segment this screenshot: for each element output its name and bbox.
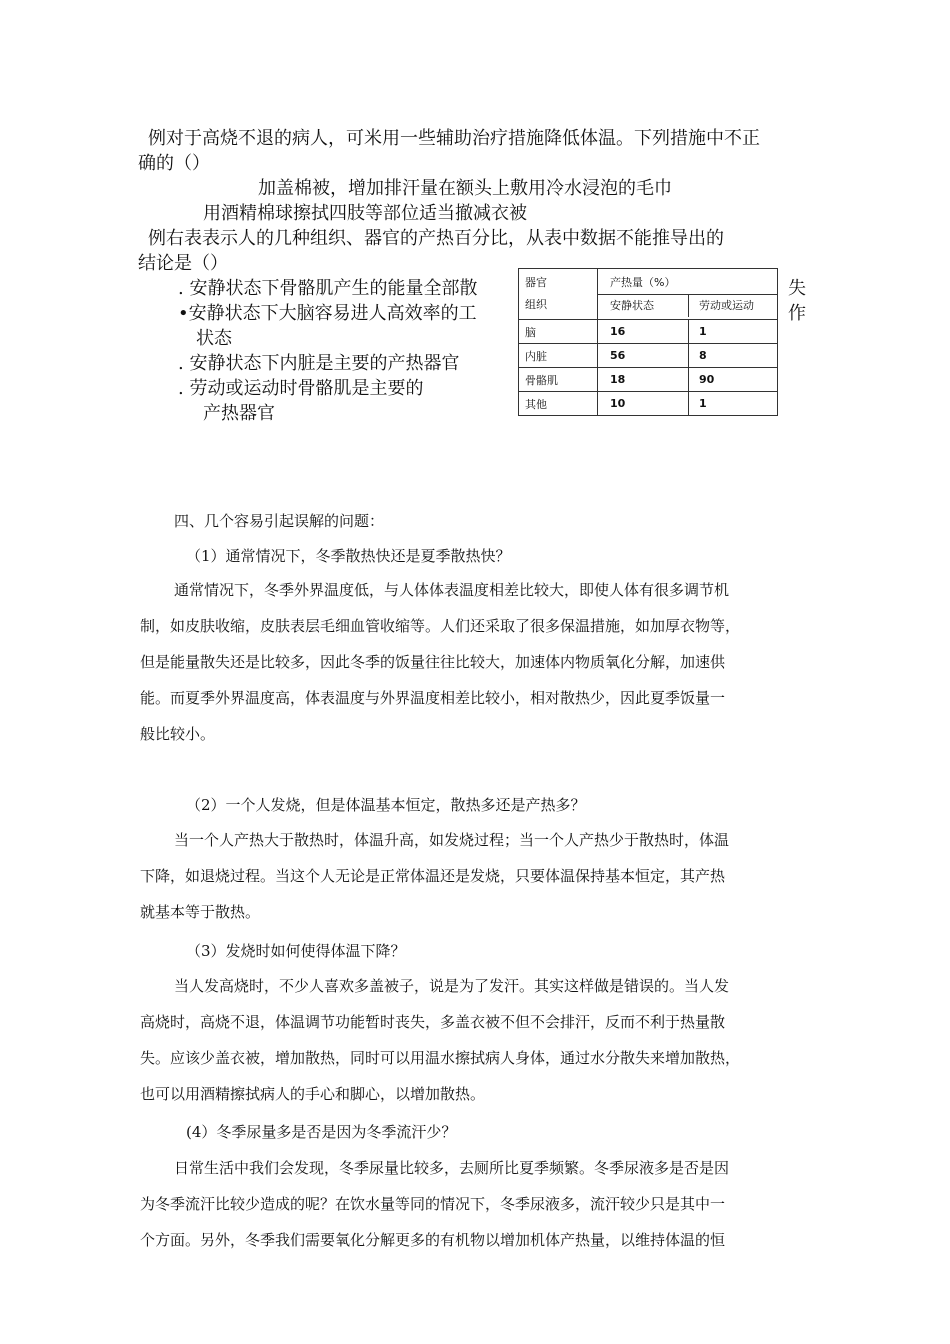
answer-1-line: 能。而夏季外界温度高，体表温度与外界温度相差比较小，相对散热少，因此夏季饭量一 (140, 689, 726, 707)
answer-3-line: 失。应该少盖衣被，增加散热，同时可以用温水擦拭病人身体，通过水分散失来增加散热， (140, 1049, 741, 1067)
example2-option-b: •安静状态下大脑容易进人高效率的工 (178, 303, 477, 324)
row-name: 骨骼肌 (519, 368, 598, 392)
example2-option-c: . 安静状态下内脏是主要的产热器官 (178, 353, 460, 374)
row-rest: 10 (598, 392, 689, 416)
answer-3-line: 高烧时，高烧不退，体温调节功能暂时丧失，多盖衣被不但不会排汗，反而不利于热量散 (140, 1013, 726, 1031)
row-name: 内脏 (519, 344, 598, 368)
side-char-1: 失 (788, 278, 806, 299)
heat-production-table (518, 268, 778, 416)
question-3: （3）发烧时如何使得体温下降？ (186, 942, 406, 960)
answer-4-line: 为冬季流汗比较少造成的呢？在饮水量等同的情况下，冬季尿液多，流汗较少只是其中一 (140, 1195, 726, 1213)
row-work: 1 (689, 392, 778, 416)
example2-option-d: . 劳动或运动时骨骼肌是主要的 (178, 378, 424, 399)
header-heat: 产热量（%） (598, 272, 777, 295)
header-states (598, 295, 777, 317)
row-rest: 56 (598, 344, 689, 368)
answer-2-line: 下降，如退烧过程。当这个人无论是正常体温还是发烧，只要体温保持基本恒定，其产热 (140, 867, 726, 885)
header-work: 劳动或运动 (699, 298, 754, 312)
question-4: (4）冬季尿量多是否是因为冬季流汗少？ (186, 1123, 457, 1141)
example1-question-line1: 例对于高烧不退的病人，可米用一些辅助治疗措施降低体温。下列措施中不正 (148, 128, 760, 149)
example2-option-b-cont: 状态 (196, 328, 232, 349)
table-row (519, 392, 778, 416)
table-row (519, 320, 778, 344)
row-rest: 16 (598, 320, 689, 344)
header-organ: 器官 (525, 276, 547, 289)
answer-1-line: 通常情况下，冬季外界温度低，与人体体表温度相差比较大，即使人体有很多调节机 (174, 581, 730, 599)
answer-3-line: 当人发高烧时，不少人喜欢多盖被子，说是为了发汗。其实这样做是错误的。当人发 (174, 977, 730, 995)
answer-1-line: 但是能量散失还是比较多，因此冬季的饭量往往比较大，加速体内物质氧化分解，加速供 (140, 653, 726, 671)
row-work: 90 (689, 368, 778, 392)
row-work: 1 (689, 320, 778, 344)
answer-2 (140, 822, 729, 930)
answer-2-line: 当一个人产热大于散热时，体温升高，如发烧过程；当一个人产热少于散热时，体温 (174, 831, 730, 849)
answer-4-line: 日常生活中我们会发现，冬季尿量比较多，去厕所比夏季频繁。冬季尿液多是否是因 (174, 1159, 730, 1177)
answer-3 (140, 968, 740, 1112)
example2-option-a: . 安静状态下骨骼肌产生的能量全部散 (178, 278, 478, 299)
row-rest: 18 (598, 368, 689, 392)
answer-1-line: 制，如皮肤收缩，皮肤表层毛细血管收缩等。人们还采取了很多保温措施，如加厚衣物等， (140, 617, 741, 635)
example1-options-line1: 加盖棉被，增加排汗量在额头上敷用冷水浸泡的毛巾 (258, 178, 672, 199)
answer-4-line: 个方面。另外，冬季我们需要氧化分解更多的有机物以增加机体产热量，以维持体温的恒 (140, 1231, 726, 1249)
answer-1-line: 般比较小。 (140, 725, 216, 743)
answer-1 (140, 572, 740, 752)
header-rest: 安静状态 (598, 295, 689, 317)
table-header-row (519, 269, 778, 320)
example2-option-d-cont: 产热器官 (203, 403, 275, 424)
example2-question-line1: 例右表表示人的几种组织、器官的产热百分比，从表中数据不能推导出的 (148, 228, 724, 249)
side-char-2: 作 (788, 303, 806, 324)
answer-3-line: 也可以用酒精擦拭病人的手心和脚心，以增加散热。 (140, 1085, 486, 1103)
answer-4 (140, 1150, 729, 1258)
row-work: 8 (689, 344, 778, 368)
section-title: 四、几个容易引起误解的问题： (174, 512, 385, 530)
answer-2-line: 就基本等于散热。 (140, 903, 261, 921)
example1-options-line2: 用酒精棉球擦拭四肢等部位适当撤减衣被 (203, 203, 527, 224)
table-row (519, 368, 778, 392)
example2-question-line2: 结论是（） (138, 253, 228, 274)
header-tissue: 组织 (525, 298, 547, 311)
table-row (519, 344, 778, 368)
question-1: （1）通常情况下，冬季散热快还是夏季散热快？ (186, 547, 511, 565)
question-2: （2）一个人发烧，但是体温基本恒定，散热多还是产热多？ (186, 796, 586, 814)
example1-question-line2: 确的（） (138, 153, 210, 174)
row-name: 其他 (519, 392, 598, 416)
row-name: 脑 (519, 320, 598, 344)
header-organ-cell (519, 269, 598, 320)
header-heat-cell (598, 269, 778, 320)
